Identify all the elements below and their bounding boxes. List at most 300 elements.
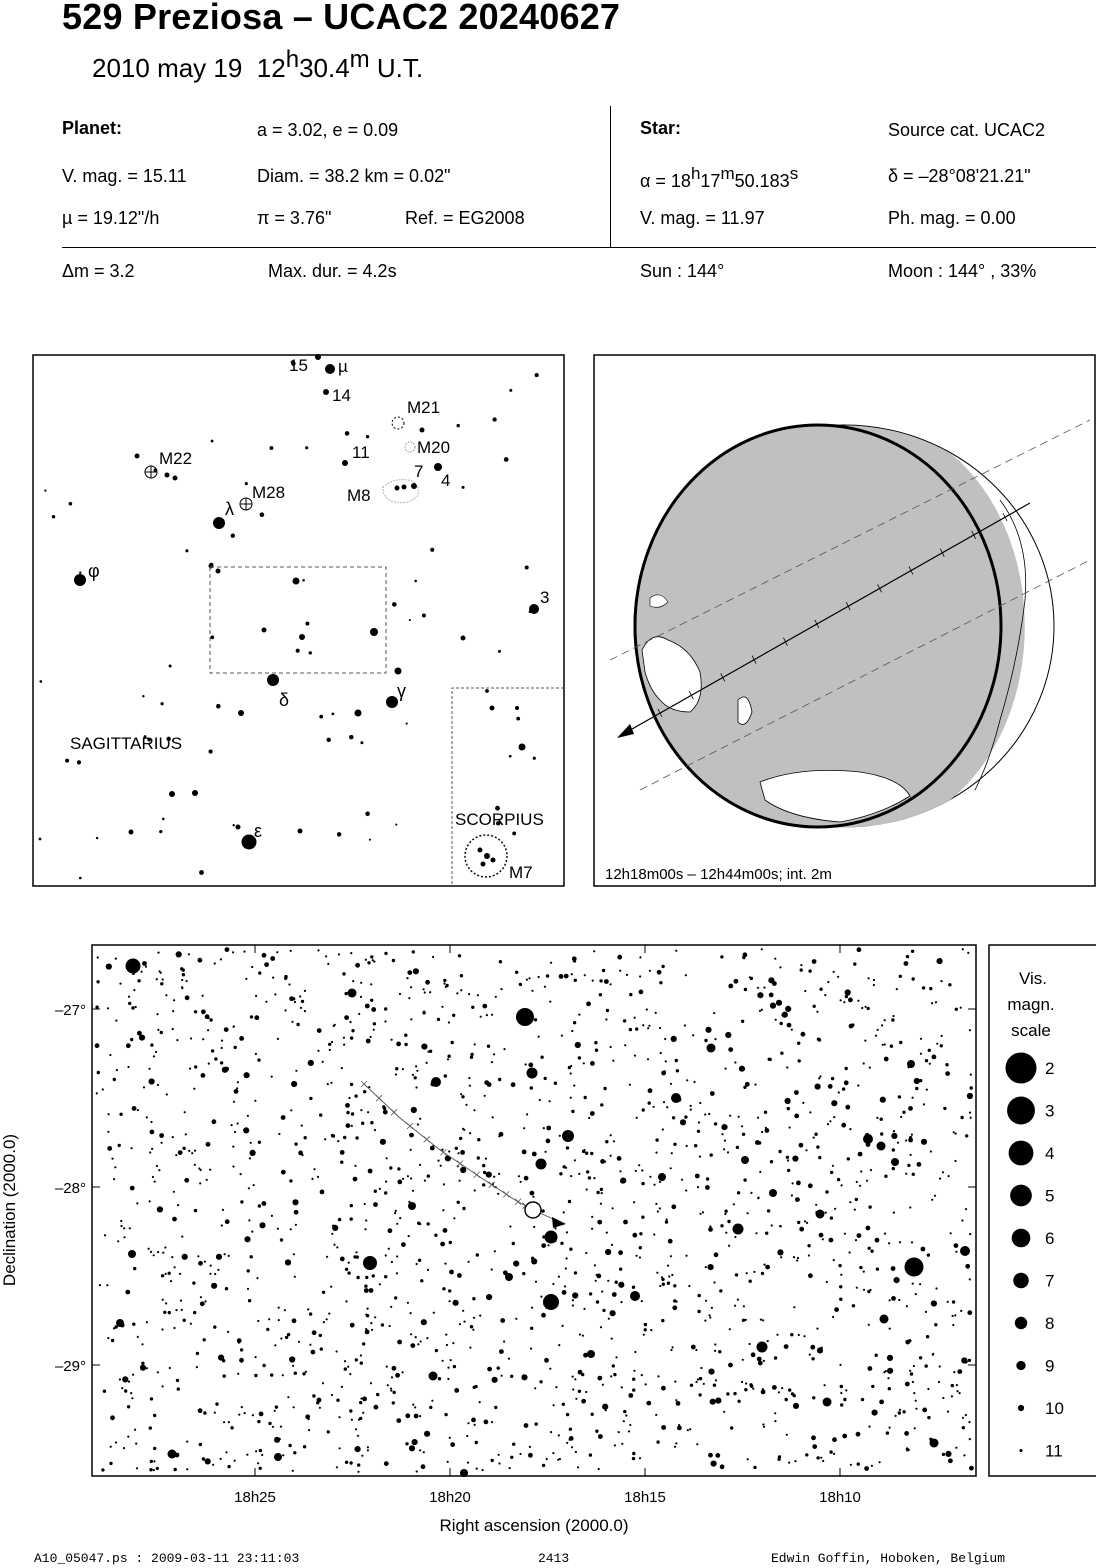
chart-star xyxy=(241,1406,243,1408)
chart-star xyxy=(719,1289,722,1292)
ra-seconds: 50.183 xyxy=(734,171,790,191)
chart-star xyxy=(473,1109,475,1111)
finder-stars xyxy=(39,354,539,879)
chart-star xyxy=(623,1019,626,1022)
chart-star xyxy=(201,1073,206,1078)
chart-star xyxy=(266,1328,269,1331)
chart-star xyxy=(948,1458,953,1463)
chart-star xyxy=(832,1316,834,1318)
chart-star xyxy=(859,1266,862,1269)
chart-star xyxy=(221,1040,223,1042)
chart-star xyxy=(460,1167,466,1173)
chart-star xyxy=(863,1289,865,1291)
chart-star xyxy=(383,1107,386,1110)
chart-star xyxy=(759,1010,761,1012)
chart-star xyxy=(284,1009,286,1011)
chart-star xyxy=(169,1367,171,1369)
chart-star xyxy=(779,966,781,968)
finder-star xyxy=(209,563,213,567)
chart-star xyxy=(292,1318,297,1323)
chart-star xyxy=(443,979,446,982)
chart-star xyxy=(354,1165,356,1167)
chart-star xyxy=(555,1227,557,1229)
chart-star xyxy=(274,1453,282,1461)
chart-star xyxy=(646,1401,651,1406)
chart-star xyxy=(254,1374,257,1377)
chart-star xyxy=(685,974,687,976)
chart-star xyxy=(895,1415,897,1417)
chart-star xyxy=(538,1036,540,1038)
finder-star xyxy=(79,571,81,573)
chart-star xyxy=(829,1238,834,1243)
chart-star xyxy=(761,1131,763,1133)
chart-star xyxy=(417,1343,419,1345)
chart-star xyxy=(673,1284,676,1287)
chart-star xyxy=(784,1344,789,1349)
chart-star xyxy=(804,990,806,992)
chart-star xyxy=(955,1251,957,1253)
chart-star xyxy=(416,1470,418,1472)
chart-star xyxy=(503,1048,505,1050)
chart-star xyxy=(639,956,641,958)
chart-star xyxy=(561,1035,563,1037)
chart-star xyxy=(840,1392,842,1394)
chart-star xyxy=(890,1045,893,1048)
chart-star xyxy=(153,1055,155,1057)
star-dec: δ = –28°08'21.21" xyxy=(888,166,1031,186)
chart-star xyxy=(367,1449,369,1451)
chart-star xyxy=(942,1397,944,1399)
chart-star xyxy=(697,1186,699,1188)
chart-star xyxy=(948,983,951,986)
chart-star xyxy=(910,1138,912,1140)
chart-star xyxy=(610,983,612,985)
chart-star xyxy=(869,1067,871,1069)
chart-star xyxy=(891,1266,896,1271)
chart-star xyxy=(345,1103,350,1108)
finder-star xyxy=(309,651,312,654)
finder-star xyxy=(315,354,321,360)
chart-star xyxy=(244,1412,246,1414)
chart-star xyxy=(102,1088,104,1090)
chart-star xyxy=(608,1318,610,1320)
chart-star xyxy=(562,1290,567,1295)
chart-star xyxy=(350,1036,353,1039)
chart-star xyxy=(834,1208,836,1210)
chart-star xyxy=(340,1150,345,1155)
chart-star xyxy=(952,1300,955,1303)
chart-star xyxy=(181,1309,183,1311)
chart-star xyxy=(510,1456,513,1459)
chart-star xyxy=(380,1139,386,1145)
chart-star xyxy=(713,1384,716,1387)
chart-star xyxy=(206,1142,211,1147)
chart-star xyxy=(699,1213,701,1215)
chart-star xyxy=(132,972,135,975)
chart-star xyxy=(714,1122,717,1125)
chart-star xyxy=(649,1176,651,1178)
chart-star xyxy=(97,956,99,958)
chart-star xyxy=(412,1404,414,1406)
chart-star xyxy=(326,1318,328,1320)
finder-star xyxy=(498,650,501,653)
finder-star xyxy=(525,566,529,570)
chart-star xyxy=(405,1413,410,1418)
chart-star xyxy=(927,1388,929,1390)
chart-star xyxy=(132,1323,135,1326)
chart-star xyxy=(370,955,373,958)
chart-star xyxy=(444,1413,447,1416)
chart-star xyxy=(661,1425,666,1430)
chart-star xyxy=(390,1390,392,1392)
chart-star xyxy=(961,1219,963,1221)
chart-star xyxy=(370,1121,373,1124)
chart-star xyxy=(216,1254,222,1260)
chart-star xyxy=(193,1088,195,1090)
chart-star xyxy=(220,1061,223,1064)
chart-star xyxy=(414,1076,417,1079)
label-sagittarius: SAGITTARIUS xyxy=(70,734,183,753)
chart-star xyxy=(360,1109,362,1111)
chart-star xyxy=(837,1178,840,1181)
chart-star xyxy=(635,1027,638,1030)
planet-vmag: V. mag. = 15.11 xyxy=(62,166,187,186)
chart-star xyxy=(412,1074,414,1076)
chart-star xyxy=(265,1001,267,1003)
chart-star xyxy=(168,1311,171,1314)
finder-star xyxy=(337,832,342,837)
chart-star xyxy=(695,1381,697,1383)
chart-star xyxy=(149,1200,151,1202)
chart-star xyxy=(714,1343,716,1345)
chart-star xyxy=(889,1328,891,1330)
legend-items xyxy=(1006,1053,1064,1461)
chart-star xyxy=(585,1152,588,1155)
chart-star xyxy=(384,1461,389,1466)
finder-star xyxy=(169,791,175,797)
finder-star xyxy=(236,825,241,830)
finder-star xyxy=(74,574,86,586)
chart-star xyxy=(844,1233,846,1235)
chart-star xyxy=(350,1083,353,1086)
chart-star xyxy=(632,1457,635,1460)
chart-star xyxy=(855,1239,857,1241)
chart-star xyxy=(961,1357,967,1363)
chart-star xyxy=(617,955,622,960)
finder-star xyxy=(409,619,411,621)
chart-star xyxy=(432,956,434,958)
chart-star xyxy=(136,1467,138,1469)
chart-star xyxy=(172,1136,174,1138)
chart-star xyxy=(653,1106,655,1108)
chart-star xyxy=(458,1152,460,1154)
chart-star xyxy=(668,1239,673,1244)
chart-star xyxy=(692,1034,694,1036)
chart-star xyxy=(254,1015,259,1020)
chart-star xyxy=(257,1420,260,1423)
chart-star xyxy=(498,1173,500,1175)
chart-star xyxy=(257,1320,259,1322)
chart-star xyxy=(157,1029,159,1031)
chart-star xyxy=(573,959,576,962)
chart-star xyxy=(715,1379,717,1381)
chart-star xyxy=(427,1174,430,1177)
chart-star xyxy=(706,1177,709,1180)
chart-star xyxy=(454,1388,459,1393)
chart-star xyxy=(951,1384,954,1387)
chart-star xyxy=(294,1276,296,1278)
chart-star xyxy=(223,1421,225,1423)
chart-star xyxy=(441,1006,443,1008)
chart-star xyxy=(528,1063,533,1068)
chart-star xyxy=(819,988,822,991)
ra-axis xyxy=(234,945,861,1506)
chart-star xyxy=(928,1049,931,1052)
chart-star xyxy=(340,1257,345,1262)
chart-star xyxy=(288,1444,291,1447)
chart-star xyxy=(590,1061,595,1066)
chart-star xyxy=(757,1357,762,1362)
chart-star xyxy=(351,1029,354,1032)
chart-star xyxy=(277,1228,279,1230)
chart-star xyxy=(571,1110,574,1113)
chart-star xyxy=(449,1300,451,1302)
ra-minutes: 17 xyxy=(700,171,721,191)
chart-star xyxy=(598,1468,600,1470)
chart-star xyxy=(921,1247,926,1252)
chart-star xyxy=(190,1323,192,1325)
chart-star xyxy=(970,1117,972,1119)
chart-star xyxy=(419,1415,421,1417)
chart-star xyxy=(292,1365,294,1367)
chart-star xyxy=(591,1216,593,1218)
chart-star xyxy=(201,1009,206,1014)
chart-star xyxy=(690,1109,692,1111)
chart-star xyxy=(905,1382,910,1387)
chart-star xyxy=(770,1160,773,1163)
chart-star xyxy=(871,1385,874,1388)
chart-star xyxy=(114,1166,116,1168)
path-time-tick xyxy=(391,1109,397,1115)
chart-star xyxy=(137,1109,139,1111)
chart-star xyxy=(182,973,185,976)
chart-star xyxy=(880,1097,886,1103)
chart-star xyxy=(365,1004,367,1006)
chart-star xyxy=(750,977,753,980)
chart-star xyxy=(415,1336,417,1338)
chart-star xyxy=(350,1217,353,1220)
finder-star xyxy=(211,440,214,443)
chart-star xyxy=(838,1264,841,1267)
chart-star xyxy=(573,1021,576,1024)
finder-star xyxy=(492,417,496,421)
chart-star xyxy=(357,1471,359,1473)
chart-star xyxy=(355,1358,358,1361)
chart-star xyxy=(429,1372,438,1381)
chart-star xyxy=(573,1085,575,1087)
chart-star xyxy=(255,995,257,997)
chart-star xyxy=(902,1410,905,1413)
chart-star xyxy=(304,990,306,992)
chart-star xyxy=(968,1359,971,1362)
chart-star xyxy=(899,1041,902,1044)
chart-star xyxy=(540,1296,542,1298)
chart-star xyxy=(699,1377,702,1380)
chart-star xyxy=(741,1020,744,1023)
chart-star xyxy=(868,1426,870,1428)
chart-star xyxy=(705,1185,710,1190)
chart-star xyxy=(113,1078,116,1081)
chart-star xyxy=(248,1219,250,1221)
chart-star xyxy=(721,1133,723,1135)
chart-star xyxy=(572,1292,578,1298)
chart-star xyxy=(834,1307,839,1312)
chart-star xyxy=(308,1429,310,1431)
chart-star xyxy=(788,1388,791,1391)
chart-star xyxy=(762,1423,764,1425)
chart-star xyxy=(117,1240,119,1242)
chart-star xyxy=(391,1376,393,1378)
chart-star xyxy=(155,1051,157,1053)
chart-star xyxy=(884,1019,886,1021)
chart-star xyxy=(713,1281,715,1283)
chart-star xyxy=(757,987,759,989)
chart-star xyxy=(317,1176,319,1178)
chart-star xyxy=(501,1375,503,1377)
chart-star xyxy=(586,1188,588,1190)
finder-star xyxy=(296,649,300,653)
chart-star xyxy=(164,1246,166,1248)
chart-star xyxy=(172,1028,174,1030)
chart-star xyxy=(278,1133,280,1135)
chart-star xyxy=(414,1406,416,1408)
chart-star xyxy=(274,993,276,995)
chart-star xyxy=(778,1455,781,1458)
chart-star xyxy=(663,1101,665,1103)
chart-star xyxy=(499,960,502,963)
chart-star xyxy=(262,1201,267,1206)
chart-star xyxy=(212,1464,214,1466)
chart-star xyxy=(320,1190,325,1195)
chart-star xyxy=(150,1130,155,1135)
chart-star xyxy=(876,1117,878,1119)
chart-star xyxy=(698,1294,701,1297)
chart-star xyxy=(309,1097,312,1100)
chart-star xyxy=(384,952,387,955)
chart-star xyxy=(157,1251,159,1253)
chart-star xyxy=(214,962,216,964)
chart-star xyxy=(280,1238,283,1241)
chart-star xyxy=(368,1169,373,1174)
chart-star xyxy=(558,1434,560,1436)
chart-star xyxy=(425,980,430,985)
chart-star xyxy=(546,1126,551,1131)
chart-star xyxy=(619,970,621,972)
chart-star xyxy=(395,1210,397,1212)
path-time-tick xyxy=(474,1172,480,1178)
chart-star xyxy=(95,1006,98,1009)
chart-star xyxy=(320,1347,323,1350)
finder-star xyxy=(161,702,164,705)
chart-star xyxy=(156,978,158,980)
chart-star xyxy=(447,1378,449,1380)
chart-star xyxy=(522,1014,524,1016)
chart-star xyxy=(745,1319,747,1321)
chart-star xyxy=(143,1086,145,1088)
chart-star xyxy=(758,1141,761,1144)
chart-star xyxy=(192,1281,195,1284)
chart-star xyxy=(611,1244,613,1246)
chart-star xyxy=(239,1036,244,1041)
finder-star xyxy=(319,715,323,719)
chart-star xyxy=(727,1220,730,1223)
chart-star xyxy=(820,1457,822,1459)
chart-star xyxy=(222,1067,228,1073)
chart-star xyxy=(743,1178,746,1181)
chart-star xyxy=(128,1381,130,1383)
chart-star xyxy=(749,1383,752,1386)
chart-star xyxy=(734,1305,736,1307)
chart-star xyxy=(347,1366,349,1368)
finder-star xyxy=(77,760,81,764)
chart-star xyxy=(238,1414,240,1416)
chart-star xyxy=(602,969,605,972)
chart-star xyxy=(224,1253,226,1255)
chart-star xyxy=(107,1146,112,1151)
chart-star xyxy=(322,1291,325,1294)
chart-star xyxy=(840,1385,843,1388)
chart-star xyxy=(868,1205,871,1208)
finder-star xyxy=(516,717,520,721)
legend-magnitude-label: 6 xyxy=(1045,1229,1055,1248)
chart-star xyxy=(200,1296,202,1298)
chart-star xyxy=(564,974,569,979)
chart-star xyxy=(955,1447,957,1449)
chart-star xyxy=(628,1393,633,1398)
chart-star xyxy=(312,1330,317,1335)
chart-star xyxy=(426,1337,428,1339)
finder-star xyxy=(414,580,417,583)
legend-magnitude-label: 11 xyxy=(1045,1441,1063,1461)
chart-star xyxy=(915,1293,917,1295)
chart-star xyxy=(892,1015,894,1017)
chart-star xyxy=(752,1388,754,1390)
chart-star xyxy=(857,1233,862,1238)
chart-star xyxy=(876,1268,879,1271)
chart-star xyxy=(763,1426,765,1428)
star-heading: Star: xyxy=(640,118,682,138)
finder-star xyxy=(238,710,244,716)
chart-star xyxy=(827,1123,829,1125)
chart-star xyxy=(659,1181,661,1183)
finder-star xyxy=(213,517,225,529)
chart-star xyxy=(569,1248,572,1251)
minute-unit: m xyxy=(349,46,370,73)
chart-star xyxy=(908,1106,913,1111)
chart-star xyxy=(787,1023,792,1028)
chart-star xyxy=(407,1175,409,1177)
chart-star xyxy=(346,1111,349,1114)
chart-star xyxy=(449,1437,451,1439)
chart-star xyxy=(711,1307,713,1309)
chart-star xyxy=(493,1176,495,1178)
chart-star xyxy=(410,1149,412,1151)
chart-star xyxy=(857,947,862,952)
finder-star xyxy=(44,489,46,491)
chart-star xyxy=(660,1052,662,1054)
chart-star xyxy=(452,1014,455,1017)
chart-star xyxy=(396,1042,401,1047)
